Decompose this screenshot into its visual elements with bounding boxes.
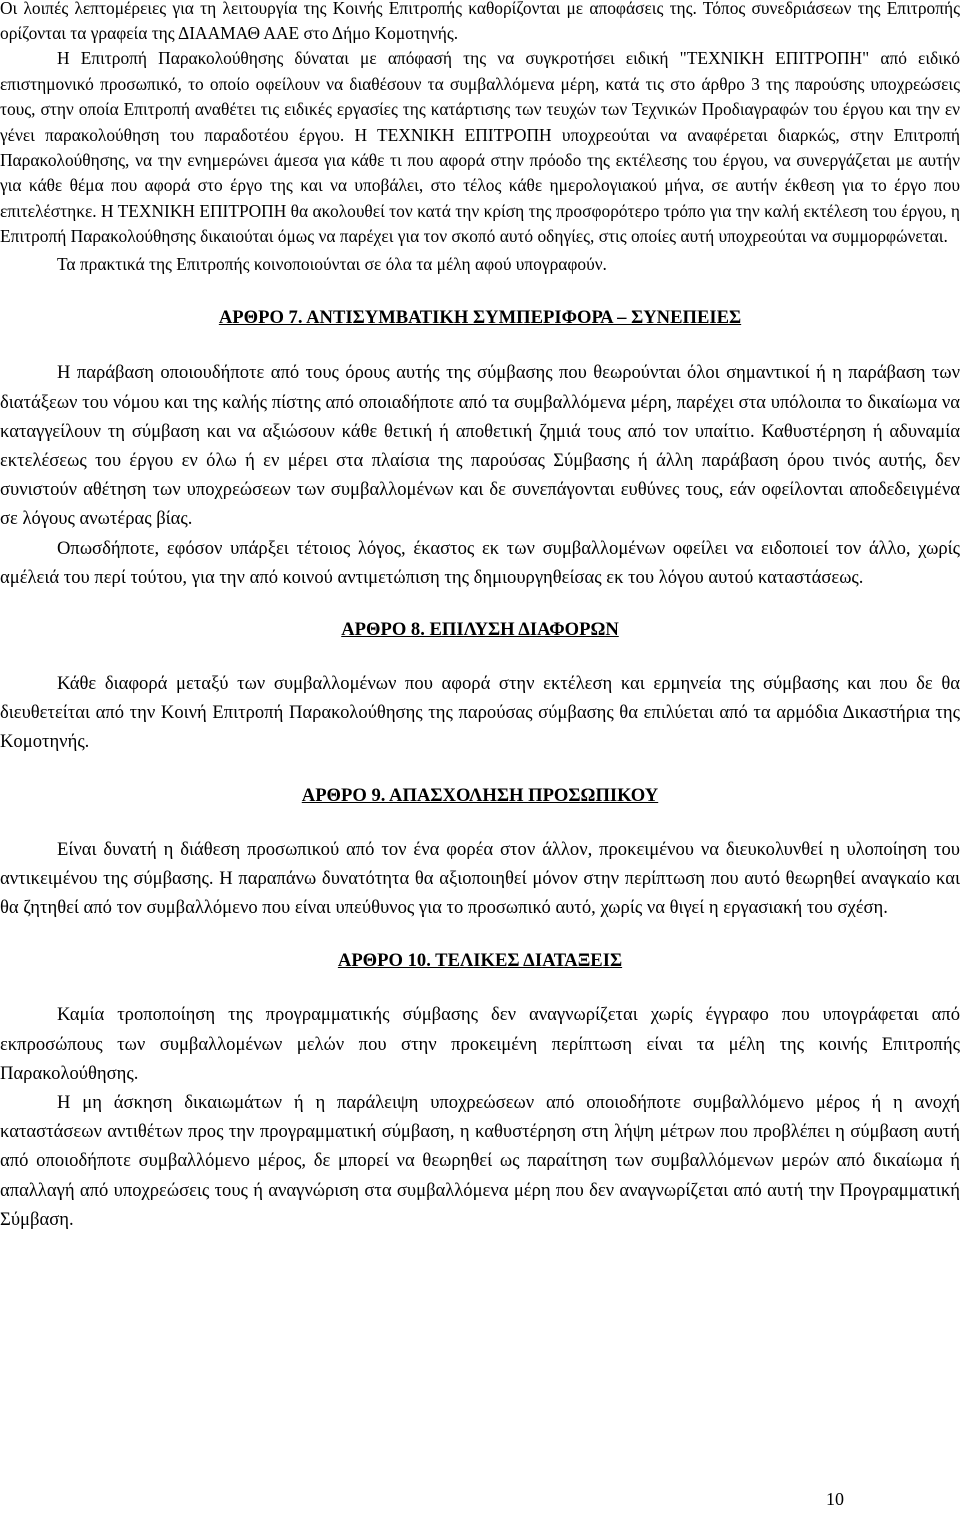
paragraph-breach: Η παράβαση οποιουδήποτε από τους όρους αυτής της σύμβασης που θεωρούνται όλοι σημαντικοί ή η παράβαση των διατάξεων του νόμου και της καλής πίστης από οποιαδήποτε από τα συμβαλλόμενα μέρη, παρέχει στα υπόλοιπα το δικαίωμα να καταγγείλουν τη σύμβαση και να αξιώσουν κάθε θετική ή αποθετική ζημιά τους από τον υπαίτιο. Καθυστέρηση ή αδυναμία εκτελέσεως του έργου εν όλω ή εν μέρει στα πλαίσια της παρούσας Σύμβασης ή άλλη παράβαση όρου τινός αυτής, δεν συνιστούν αθέτηση των υποχρεώσεων των συμβαλλομένων και δε συνεπάγονται ευθύνες τους, εάν οφείλονται αποδεδειγμένα σε λόγους ανωτέρας βίας. xyxy=(0,362,960,530)
article-9-heading: ΑΡΘΡΟ 9. ΑΠΑΣΧΟΛΗΣΗ ΠΡΟΣΩΠΙΚΟΥ xyxy=(301,784,659,806)
paragraph-committee-details: Οι λοιπές λεπτομέρειες για τη λειτουργία της Κοινής Επιτροπής καθορίζονται με αποφάσεις της. Τόπος συνεδριάσεων της Επιτροπής ορίζονται τα γραφεία της ΔΙΑΑΜΑΘ ΑΑΕ στο Δήμο Κομοτηνής. xyxy=(0,0,960,44)
paragraph-notification: Οπωσδήποτε, εφόσον υπάρξει τέτοιος λόγος, έκαστος εκ των συμβαλλομένων οφείλει να ειδοποιεί τον άλλο, χωρίς αμέλειά του περί τούτου, για την από κοινού αντιμετώπιση της δημιουργηθείσας εκ του λόγου αυτού καταστάσεως. xyxy=(0,537,960,588)
paragraph-staff: Είναι δυνατή η διάθεση προσωπικού από τον ένα φορέα στον άλλον, προκειμένου να διευκολυνθεί η υλοποίηση του αντικειμένου της σύμβασης. Η παραπάνω δυνατότητα θα αξιοποιηθεί μόνον στην περίπτωση που αυτό θεωρηθεί αναγκαίο και θα ζητηθεί από τον συμβαλλόμενο που είναι υπεύθυνος για το προσωπικό αυτό, χωρίς να θιγεί η εργασιακή του σχέση. xyxy=(0,838,960,919)
page-number: 10 xyxy=(826,1489,844,1509)
paragraph-waiver: Η μη άσκηση δικαιωμάτων ή η παράλειψη υποχρεώσεων από οποιοδήποτε συμβαλλόμενο μέρος ή η ανοχή καταστάσεων αντιθέτων προς την προγραμματική σύμβαση, η καθυστέρηση στη λήψη μέτρων που προβλέπει η σύμβαση αυτή από οποιοδήποτε συμβαλλόμενο μέρος, δε μπορεί να θεωρηθεί ως παραίτηση των συμβαλλόμενων μερών από δικαίωμα ή απαλλαγή από υποχρεώσεις τους ή αναγνώριση στα συμβαλλόμενα μέρη που δεν αναγνωρίζεται από αυτή την Προγραμματική Σύμβαση. xyxy=(0,1091,960,1230)
paragraph-amendments: Καμία τροποποίηση της προγραμματικής σύμβασης δεν αναγνωρίζεται χωρίς έγγραφο που υπογράφεται από εκπροσώπους των συμβαλλομένων μελών που στην προκειμένη περίπτωση είναι τα μέλη της κοινής Επιτροπής Παρακολούθησης. xyxy=(0,1004,960,1084)
paragraph-disputes: Κάθε διαφορά μεταξύ των συμβαλλομένων που αφορά στην εκτέλεση και ερμηνεία της σύμβασης και που δε θα διευθετείται από την Κοινή Επιτροπή Παρακολούθησης της παρούσας σύμβασης θα επιλύεται από τα αρμόδια Δικαστήρια της Κομοτηνής. xyxy=(0,673,960,753)
paragraph-minutes: Τα πρακτικά της Επιτροπής κοινοποιούνται σε όλα τα μέλη αφού υπογραφούν. xyxy=(57,253,607,274)
article-10-heading: ΑΡΘΡΟ 10. ΤΕΛΙΚΕΣ ΔΙΑΤΑΞΕΙΣ xyxy=(337,950,623,972)
paragraph-technical-committee: Η Επιτροπή Παρακολούθησης δύναται με απόφασή της να συγκροτήσει ειδική "ΤΕΧΝΙΚΗ ΕΠΙΤΡΟΠΗ" από ειδικό επιστημονικό προσωπικό, το οποίο οφείλουν να διαθέσουν τα συμβαλλόμενα μέρη, κατά τις στο άρθρο 3 της παρούσης υποχρεώσεις τους, στην οποία Επιτροπή αναθέτει τις ειδικές εργασίες της κατάρτισης των τευχών των Τεχνικών Προδιαγραφών του έργου και την εν γένει παρακολούθηση του παραδοτέου έργου. Η ΤΕΧΝΙΚΗ ΕΠΙΤΡΟΠΗ υποχρεούται να αναφέρεται διαρκώς, στην Επιτροπή Παρακολούθησης, να την ενημερώνει άμεσα για κάθε τι που αφορά στην πρόοδο της εκτέλεσης του έργου, να συνεργάζεται με αυτήν για κάθε θέμα που αφορά στο έργο της και να υποβάλει, στο τέλος κάθε ημερολογιακού μήνα, σε αυτήν έκθεση για το έργο που επιτελέστηκε. Η ΤΕΧΝΙΚΗ ΕΠΙΤΡΟΠΗ θα ακολουθεί τον κατά την κρίση της προσφορότερο τρόπο για την καλή εκτέλεση του έργου, η Επιτροπή Παρακολούθησης δικαιούται όμως να παρέχει για τον σκοπό αυτό οδηγίες, στις οποίες αυτή υποχρεούται να συμμορφώνεται. xyxy=(0,48,960,247)
article-8-heading: ΑΡΘΡΟ 8. ΕΠΙΛΥΣΗ ΔΙΑΦΟΡΩΝ xyxy=(341,619,619,641)
article-7-heading: ΑΡΘΡΟ 7. ΑΝΤΙΣΥΜΒΑΤΙΚΗ ΣΥΜΠΕΡΙΦΟΡΑ – ΣΥΝΕΠΕΙΕΣ xyxy=(218,307,742,329)
